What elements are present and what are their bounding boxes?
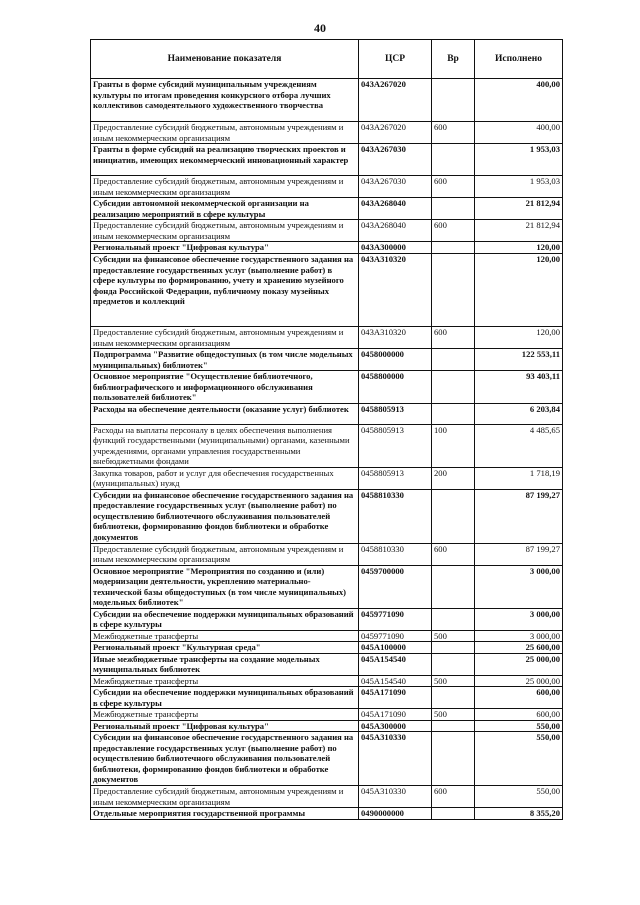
- budget-execution-table: [90, 39, 563, 820]
- table-row: [91, 424, 563, 467]
- table-row: [91, 709, 563, 721]
- cell-executed: 550,00: [475, 720, 563, 732]
- cell-vr: 200: [432, 467, 475, 489]
- cell-indicator-name: Предоставление субсидий бюджетным, автономным учреждениям и иным некоммерческим организациям: [91, 122, 359, 144]
- table-row: [91, 242, 563, 254]
- cell-vr: [432, 489, 475, 543]
- cell-csr: 0458805913: [359, 467, 432, 489]
- header-executed: Исполнено: [475, 40, 563, 79]
- cell-vr: [432, 565, 475, 608]
- cell-indicator-name: Основное мероприятие "Осуществление библиотечного, библиографического и информационного обслуживания пользователей библиотек": [91, 371, 359, 404]
- cell-indicator-name: Предоставление субсидий бюджетным, автономным учреждениям и иным некоммерческим организациям: [91, 176, 359, 198]
- cell-csr: 0458000000: [359, 349, 432, 371]
- cell-executed: 87 199,27: [475, 543, 563, 565]
- cell-vr: 500: [432, 709, 475, 721]
- table-row: [91, 808, 563, 820]
- table-row: [91, 467, 563, 489]
- cell-indicator-name: Иные межбюджетные трансферты на создание модельных муниципальных библиотек: [91, 653, 359, 675]
- cell-executed: 3 000,00: [475, 565, 563, 608]
- cell-executed: 1 953,03: [475, 144, 563, 176]
- cell-executed: 25 000,00: [475, 653, 563, 675]
- cell-csr: 045A171090: [359, 709, 432, 721]
- table-row: [91, 327, 563, 349]
- cell-indicator-name: Гранты в форме субсидий муниципальным учреждениям культуры по итогам проведения конкурсного отбора лучших коллективов самодеятельного художественного творчества: [91, 79, 359, 122]
- cell-indicator-name: Межбюджетные трансферты: [91, 675, 359, 687]
- cell-vr: 500: [432, 675, 475, 687]
- cell-indicator-name: Региональный проект "Цифровая культура": [91, 720, 359, 732]
- cell-csr: 043A300000: [359, 242, 432, 254]
- cell-vr: [432, 732, 475, 786]
- cell-vr: [432, 254, 475, 327]
- cell-executed: 25 000,00: [475, 675, 563, 687]
- header-csr: ЦСР: [359, 40, 432, 79]
- table-row: [91, 786, 563, 808]
- cell-indicator-name: Предоставление субсидий бюджетным, автономным учреждениям и иным некоммерческим организациям: [91, 543, 359, 565]
- cell-executed: 93 403,11: [475, 371, 563, 404]
- cell-vr: [432, 808, 475, 820]
- cell-executed: 1 953,03: [475, 176, 563, 198]
- cell-indicator-name: Субсидии на обеспечение поддержки муниципальных образований в сфере культуры: [91, 608, 359, 630]
- cell-vr: 600: [432, 176, 475, 198]
- cell-vr: 600: [432, 122, 475, 144]
- cell-csr: 045A310330: [359, 732, 432, 786]
- cell-csr: 0458805913: [359, 403, 432, 424]
- cell-executed: 8 355,20: [475, 808, 563, 820]
- cell-csr: 0458805913: [359, 424, 432, 467]
- table-row: [91, 489, 563, 543]
- cell-executed: 550,00: [475, 732, 563, 786]
- cell-csr: 0458810330: [359, 489, 432, 543]
- table-row: [91, 642, 563, 654]
- cell-vr: [432, 653, 475, 675]
- table-row: [91, 653, 563, 675]
- cell-csr: 043A267020: [359, 122, 432, 144]
- cell-indicator-name: Предоставление субсидий бюджетным, автономным учреждениям и иным некоммерческим организациям: [91, 786, 359, 808]
- cell-indicator-name: Субсидии на финансовое обеспечение государственного задания на предоставление государственных услуг (выполнение работ) в сфере культуры по формированию, учету и хранению музейного фонда Российской Федерации, публичному показу музейных предметов и коллекций: [91, 254, 359, 327]
- cell-executed: 4 485,65: [475, 424, 563, 467]
- cell-indicator-name: Субсидии на обеспечение поддержки муниципальных образований в сфере культуры: [91, 687, 359, 709]
- cell-indicator-name: Закупка товаров, работ и услуг для обеспечения государственных (муниципальных) нужд: [91, 467, 359, 489]
- cell-vr: [432, 79, 475, 122]
- table-row: [91, 254, 563, 327]
- cell-indicator-name: Региональный проект "Цифровая культура": [91, 242, 359, 254]
- cell-indicator-name: Межбюджетные трансферты: [91, 709, 359, 721]
- table-row: [91, 371, 563, 404]
- cell-executed: 21 812,94: [475, 198, 563, 220]
- cell-vr: 600: [432, 220, 475, 242]
- cell-executed: 6 203,84: [475, 403, 563, 424]
- table-row: [91, 675, 563, 687]
- cell-vr: 600: [432, 327, 475, 349]
- cell-csr: 0458810330: [359, 543, 432, 565]
- cell-vr: [432, 403, 475, 424]
- cell-indicator-name: Основное мероприятие "Мероприятия по созданию и (или) модернизации деятельности, укреплению материально-технической базы общедоступных (в том числе муниципальных) модельных библиотек": [91, 565, 359, 608]
- cell-vr: [432, 642, 475, 654]
- header-vr: Вр: [432, 40, 475, 79]
- cell-indicator-name: Расходы на обеспечение деятельности (оказание услуг) библиотек: [91, 403, 359, 424]
- table-row: [91, 687, 563, 709]
- cell-csr: 043A268040: [359, 220, 432, 242]
- table-row: [91, 630, 563, 642]
- cell-executed: 400,00: [475, 122, 563, 144]
- cell-vr: [432, 242, 475, 254]
- cell-executed: 3 000,00: [475, 608, 563, 630]
- cell-csr: 0459700000: [359, 565, 432, 608]
- cell-csr: 0459771090: [359, 630, 432, 642]
- cell-indicator-name: Субсидии на финансовое обеспечение государственного задания на предоставление государственных услуг (выполнение работ) по осуществлению библиотечного обслуживания пользователей библиотеки, формированию фондов библиотеки и обработке документов: [91, 489, 359, 543]
- cell-indicator-name: Подпрограмма "Развитие общедоступных (в том числе модельных муниципальных) библиотек": [91, 349, 359, 371]
- table-row: [91, 732, 563, 786]
- cell-executed: 600,00: [475, 709, 563, 721]
- cell-indicator-name: Субсидии на финансовое обеспечение государственного задания на предоставление государственных услуг (выполнение работ) по осуществлению библиотечного обслуживания пользователей библиотеки, формированию фондов библиотеки и обработке документов: [91, 732, 359, 786]
- cell-indicator-name: Предоставление субсидий бюджетным, автономным учреждениям и иным некоммерческим организациям: [91, 220, 359, 242]
- cell-vr: [432, 608, 475, 630]
- cell-vr: [432, 687, 475, 709]
- cell-csr: 0490000000: [359, 808, 432, 820]
- cell-executed: 120,00: [475, 327, 563, 349]
- page-number: 40: [314, 21, 326, 35]
- cell-csr: 045A100000: [359, 642, 432, 654]
- cell-executed: 1 718,19: [475, 467, 563, 489]
- cell-executed: 120,00: [475, 242, 563, 254]
- cell-executed: 550,00: [475, 786, 563, 808]
- cell-vr: 100: [432, 424, 475, 467]
- cell-vr: 600: [432, 543, 475, 565]
- table-row: [91, 122, 563, 144]
- cell-executed: 21 812,94: [475, 220, 563, 242]
- cell-executed: 120,00: [475, 254, 563, 327]
- cell-csr: 045A310330: [359, 786, 432, 808]
- cell-indicator-name: Предоставление субсидий бюджетным, автономным учреждениям и иным некоммерческим организациям: [91, 327, 359, 349]
- cell-executed: 400,00: [475, 79, 563, 122]
- cell-csr: 043A268040: [359, 198, 432, 220]
- cell-indicator-name: Отдельные мероприятия государственной программы: [91, 808, 359, 820]
- cell-csr: 043A267020: [359, 79, 432, 122]
- table-row: [91, 543, 563, 565]
- cell-executed: 25 600,00: [475, 642, 563, 654]
- cell-vr: [432, 198, 475, 220]
- cell-vr: [432, 371, 475, 404]
- cell-csr: 045A300000: [359, 720, 432, 732]
- cell-indicator-name: Расходы на выплаты персоналу в целях обеспечения выполнения функций государственными (муниципальными) органами, казенными учреждениями, органами управления государственными внебюджетными фондами: [91, 424, 359, 467]
- table-row: [91, 220, 563, 242]
- cell-csr: 043A310320: [359, 327, 432, 349]
- cell-csr: 0459771090: [359, 608, 432, 630]
- table-row: [91, 565, 563, 608]
- cell-vr: [432, 720, 475, 732]
- table-row: [91, 144, 563, 176]
- cell-csr: 043A267030: [359, 144, 432, 176]
- cell-vr: [432, 349, 475, 371]
- cell-csr: 045A154540: [359, 653, 432, 675]
- table-row: [91, 198, 563, 220]
- cell-executed: 87 199,27: [475, 489, 563, 543]
- cell-vr: 600: [432, 786, 475, 808]
- cell-executed: 600,00: [475, 687, 563, 709]
- cell-indicator-name: Гранты в форме субсидий на реализацию творческих проектов и инициатив, имеющих некоммерческий инновационный характер: [91, 144, 359, 176]
- cell-executed: 122 553,11: [475, 349, 563, 371]
- cell-executed: 3 000,00: [475, 630, 563, 642]
- cell-indicator-name: Региональный проект "Культурная среда": [91, 642, 359, 654]
- cell-csr: 045A171090: [359, 687, 432, 709]
- table-row: [91, 403, 563, 424]
- table-row: [91, 720, 563, 732]
- cell-indicator-name: Межбюджетные трансферты: [91, 630, 359, 642]
- cell-vr: [432, 144, 475, 176]
- table-row: [91, 349, 563, 371]
- table-row: [91, 176, 563, 198]
- cell-indicator-name: Субсидии автономной некоммерческой организации на реализацию мероприятий в сфере культуры: [91, 198, 359, 220]
- cell-vr: 500: [432, 630, 475, 642]
- cell-csr: 045A154540: [359, 675, 432, 687]
- table-header-row: [91, 40, 563, 79]
- cell-csr: 0458800000: [359, 371, 432, 404]
- cell-csr: 043A267030: [359, 176, 432, 198]
- header-indicator-name: Наименование показателя: [91, 40, 359, 79]
- table-row: [91, 79, 563, 122]
- cell-csr: 043A310320: [359, 254, 432, 327]
- table-row: [91, 608, 563, 630]
